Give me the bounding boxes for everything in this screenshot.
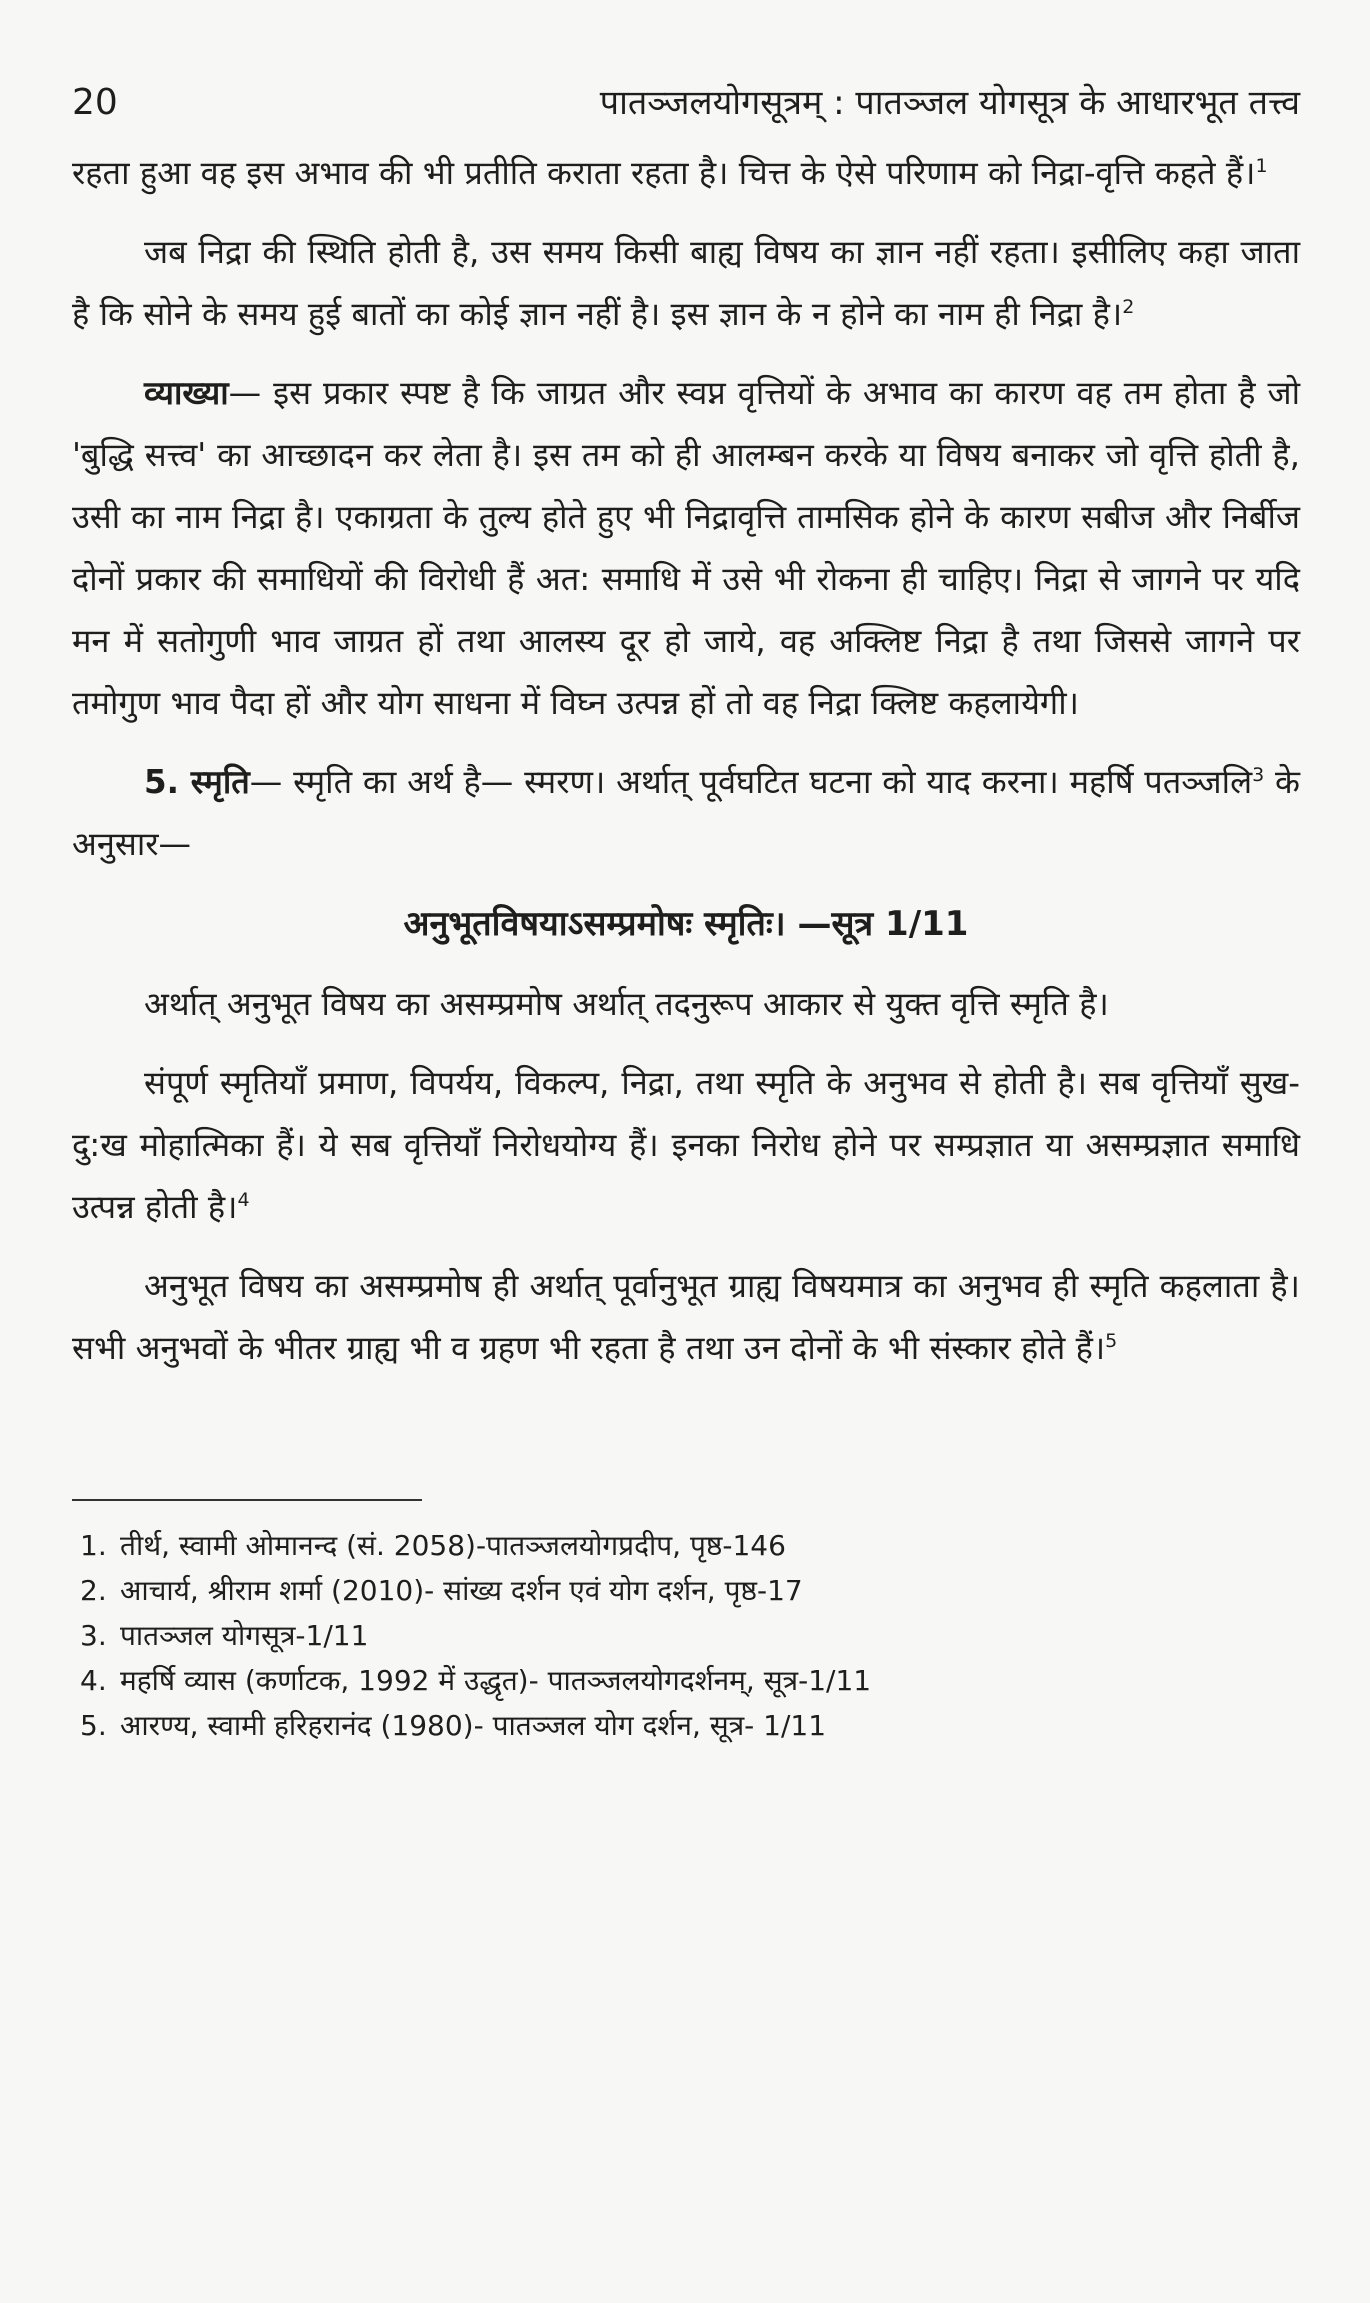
paragraph-smriti-tail: के अनुसार— <box>72 763 1300 863</box>
footnote-ref-3: 3 <box>1252 764 1265 787</box>
sutra-quote: अनुभूतविषयाऽसम्प्रमोषः स्मृतिः। —सूत्र 1/11 <box>403 904 969 944</box>
footnote-item <box>80 1703 1300 1748</box>
footnote-text: तीर्थ, स्वामी ओमानन्द (सं. 2058)-पातञ्जलयोगप्रदीप, पृष्ठ-146 <box>120 1529 786 1562</box>
body-text <box>72 142 1300 1379</box>
footnote-number: 4. <box>80 1664 107 1697</box>
paragraph-1 <box>72 142 1300 204</box>
paragraph-2-text: जब निद्रा की स्थिति होती है, उस समय किसी बाह्य विषय का ज्ञान नहीं रहता। इसीलिए कहा जाता है कि सोने के समय हुई बातों का कोई ज्ञान नहीं है। इस ज्ञान के न होने का नाम ही निद्रा है। <box>72 233 1300 333</box>
paragraph-7-text: अनुभूत विषय का असम्प्रमोष ही अर्थात् पूर्वानुभूत ग्राह्य विषयमात्र का अनुभव ही स्मृति कहलाता है। सभी अनुभवों के भीतर ग्राह्य भी व ग्रहण भी रहता है तथा उन दोनों के भी संस्कार होते हैं। <box>72 1267 1300 1367</box>
footnote-number: 5. <box>80 1709 107 1742</box>
running-title: पातञ्जलयोगसूत्रम् : पातञ्जल योगसूत्र के आधारभूत तत्त्व <box>599 83 1300 123</box>
footnote-item <box>80 1568 1300 1613</box>
footnote-number: 1. <box>80 1529 107 1562</box>
footnote-divider <box>72 1499 422 1501</box>
running-header <box>72 78 1300 124</box>
paragraph-5-text: अर्थात् अनुभूत विषय का असम्प्रमोष अर्थात् तदनुरूप आकार से युक्त वृत्ति स्मृति है। <box>144 985 1109 1023</box>
paragraph-6 <box>72 1052 1300 1238</box>
footnote-item <box>80 1658 1300 1703</box>
footnote-text: आचार्य, श्रीराम शर्मा (2010)- सांख्य दर्शन एवं योग दर्शन, पृष्ठ-17 <box>120 1574 803 1607</box>
footnote-text: पातञ्जल योगसूत्र-1/11 <box>120 1619 369 1652</box>
paragraph-1-text: रहता हुआ वह इस अभाव की भी प्रतीति कराता रहता है। चित्त के ऐसे परिणाम को निद्रा-वृत्ति कहते हैं। <box>72 154 1256 192</box>
paragraph-vyakhya <box>72 362 1300 734</box>
paragraph-smriti-text: — स्मृति का अर्थ है— स्मरण। अर्थात् पूर्वघटित घटना को याद करना। महर्षि पतञ्जलि <box>249 763 1253 801</box>
footnote-text: महर्षि व्यास (कर्णाटक, 1992 में उद्धृत)- पातञ्जलयोगदर्शनम्, सूत्र-1/11 <box>120 1664 872 1697</box>
paragraph-2 <box>72 221 1300 345</box>
footnote-ref-4: 4 <box>237 1189 250 1212</box>
vyakhya-term: व्याख्या <box>144 374 229 412</box>
paragraph-smriti <box>72 751 1300 875</box>
footnote-number: 3. <box>80 1619 107 1652</box>
footnote-text: आरण्य, स्वामी हरिहरानंद (1980)- पातञ्जल योग दर्शन, सूत्र- 1/11 <box>120 1709 827 1742</box>
smriti-heading: 5. स्मृति <box>144 763 250 801</box>
paragraph-7 <box>72 1255 1300 1379</box>
footnote-ref-5: 5 <box>1105 1330 1118 1353</box>
page-number: 20 <box>72 82 118 123</box>
paragraph-5 <box>72 973 1300 1035</box>
footnote-item <box>80 1613 1300 1658</box>
footnote-ref-2: 2 <box>1122 296 1135 319</box>
footnotes-list <box>72 1523 1300 1748</box>
footnote-number: 2. <box>80 1574 107 1607</box>
paragraph-6-text: संपूर्ण स्मृतियाँ प्रमाण, विपर्यय, विकल्प, निद्रा, तथा स्मृति के अनुभव से होती है। सब वृत्तियाँ सुख-दु:ख मोहात्मिका हैं। ये सब वृत्तियाँ निरोधयोग्य हैं। इनका निरोध होने पर सम्प्रज्ञात या असम्प्रज्ञात समाधि उत्पन्न होती है। <box>72 1064 1300 1226</box>
footnote-ref-1: 1 <box>1255 155 1268 178</box>
paragraph-vyakhya-text: — इस प्रकार स्पष्ट है कि जाग्रत और स्वप्न वृत्तियों के अभाव का कारण वह तम होता है जो 'बुद्धि सत्त्व' का आच्छादन कर लेता है। इस तम को ही आलम्बन करके या विषय बनाकर जो वृत्ति होती है, उसी का नाम निद्रा है। एकाग्रता के तुल्य होते हुए भी निद्रावृत्ति तामसिक होने के कारण सबीज और निर्बीज दोनों प्रकार की समाधियों की विरोधी हैं अत: समाधि में उसे भी रोकना ही चाहिए। निद्रा से जागने पर यदि मन में सतोगुणी भाव जाग्रत हों तथा आलस्य दूर हो जाये, वह अक्लिष्ट निद्रा है तथा जिससे जागने पर तमोगुण भाव पैदा हों और योग साधना में विघ्न उत्पन्न हों तो वह निद्रा क्लिष्ट कहलायेगी। <box>72 374 1300 722</box>
footnote-item <box>80 1523 1300 1568</box>
